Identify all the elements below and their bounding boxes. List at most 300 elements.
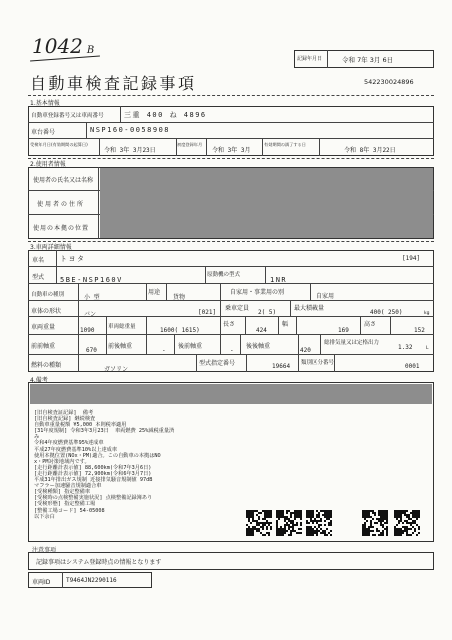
qr-module: [284, 526, 286, 528]
qr-module: [282, 510, 284, 512]
qr-module: [372, 534, 374, 536]
qr-module: [278, 514, 280, 516]
rule: [262, 138, 263, 156]
first-registration-label: 初度登録年月: [177, 142, 203, 147]
qr-module: [328, 522, 330, 524]
qr-module: [400, 510, 402, 512]
rear-rear-axle-value: 420: [300, 347, 311, 354]
vin-label: 車台番号: [31, 129, 56, 136]
qr-module: [400, 532, 402, 534]
qr-module: [398, 512, 400, 514]
qr-module: [320, 520, 322, 522]
qr-module: [280, 514, 282, 516]
rule: [246, 354, 247, 372]
qr-module: [298, 514, 300, 516]
qr-module: [278, 528, 280, 530]
qr-module: [308, 528, 310, 530]
rule: [176, 138, 177, 156]
qr-module: [330, 520, 332, 522]
qr-module: [280, 532, 282, 534]
qr-module: [288, 520, 290, 522]
qr-module: [312, 530, 314, 532]
qr-module: [270, 510, 272, 512]
qr-module: [278, 518, 280, 520]
doc-number: 542230024896: [364, 78, 414, 86]
qr-module: [376, 522, 378, 524]
qr-module: [364, 526, 366, 528]
qr-module: [276, 524, 278, 526]
qr-module: [382, 534, 384, 536]
qr-module: [416, 514, 418, 516]
qr-module: [366, 534, 368, 536]
qr-module: [294, 524, 296, 526]
qr-module: [414, 516, 416, 518]
vehicle-id-label: 車両ID: [32, 579, 51, 586]
qr-module: [382, 512, 384, 514]
qr-module: [316, 532, 318, 534]
qr-module: [290, 534, 292, 536]
rule: [298, 354, 299, 372]
qr-module: [316, 516, 318, 518]
qr-module: [396, 530, 398, 532]
qr-module: [364, 530, 366, 532]
qr-module: [368, 530, 370, 532]
use-label: 用途: [148, 289, 161, 296]
qr-module: [396, 528, 398, 530]
qr-module: [380, 534, 382, 536]
qr-module: [410, 512, 412, 514]
qr-module: [316, 514, 318, 516]
gross-weight-value: 1600( 1615): [160, 327, 200, 334]
qr-module: [366, 528, 368, 530]
page-title: 自動車検査記録事項: [30, 74, 197, 93]
qr-module: [418, 532, 420, 534]
rule: [78, 300, 79, 316]
width-label: 幅: [282, 321, 289, 328]
qr-module: [256, 530, 258, 532]
qr-module: [324, 520, 326, 522]
qr-module: [250, 514, 252, 516]
qr-module: [376, 518, 378, 520]
qr-module: [310, 528, 312, 530]
qr-module: [374, 522, 376, 524]
qr-module: [276, 520, 278, 522]
qr-module: [382, 520, 384, 522]
qr-module: [372, 526, 374, 528]
qr-module: [364, 528, 366, 530]
qr-module: [248, 514, 250, 516]
qr-module: [418, 510, 420, 512]
qr-module: [318, 530, 320, 532]
qr-module: [382, 518, 384, 520]
qr-module: [396, 518, 398, 520]
qr-module: [330, 510, 332, 512]
qr-module: [258, 516, 260, 518]
record-date-label: 記録年月日: [297, 56, 323, 62]
qr-module: [414, 520, 416, 522]
qr-module: [416, 512, 418, 514]
qr-module: [250, 512, 252, 514]
qr-module: [248, 530, 250, 532]
qr-module: [270, 528, 272, 530]
qr-module: [368, 534, 370, 536]
qr-module: [382, 510, 384, 512]
user-address-label: 使用者の住所: [37, 201, 86, 208]
qr-module: [318, 524, 320, 526]
qr-module: [296, 516, 298, 518]
qr-module: [408, 516, 410, 518]
qr-module: [414, 510, 416, 512]
qr-module: [378, 514, 380, 516]
qr-module: [372, 530, 374, 532]
qr-module: [380, 520, 382, 522]
qr-module: [256, 510, 258, 512]
qr-module: [246, 530, 248, 532]
rule: [334, 354, 335, 372]
qr-module: [368, 526, 370, 528]
qr-module: [310, 532, 312, 534]
qr-module: [396, 514, 398, 516]
qr-module: [276, 528, 278, 530]
qr-module: [328, 518, 330, 520]
qr-module: [322, 530, 324, 532]
qr-module: [266, 522, 268, 524]
qr-module: [306, 510, 308, 512]
qr-module: [258, 530, 260, 532]
qr-module: [300, 514, 302, 516]
qr-module: [312, 528, 314, 530]
qr-module: [254, 528, 256, 530]
qr-module: [298, 512, 300, 514]
qr-module: [284, 518, 286, 520]
qr-module: [262, 526, 264, 528]
capacity-value: 2( 5): [258, 309, 277, 316]
rule: [28, 334, 434, 335]
qr-module: [268, 532, 270, 534]
qr-module: [246, 534, 248, 536]
qr-module: [256, 522, 258, 524]
qr-module: [250, 516, 252, 518]
vin-value: NSP160-0058908: [90, 126, 171, 134]
qr-module: [306, 534, 308, 536]
qr-module: [362, 512, 364, 514]
reception-label: 受検年月日(有効期間の起算日): [30, 142, 88, 147]
section-remarks: 4.備考: [30, 377, 48, 384]
qr-module: [278, 534, 280, 536]
rule: [220, 334, 221, 354]
qr-module: [262, 524, 264, 526]
qr-module: [258, 522, 260, 524]
rule: [240, 334, 241, 354]
qr-module: [406, 522, 408, 524]
qr-module: [312, 516, 314, 518]
qr-module: [366, 514, 368, 516]
rule: [390, 316, 391, 334]
rule: [28, 266, 434, 267]
qr-module: [262, 534, 264, 536]
rule: [278, 316, 279, 334]
rule: [78, 316, 79, 334]
qr-module: [320, 528, 322, 530]
qr-module: [322, 532, 324, 534]
qr-module: [380, 518, 382, 520]
qr-module: [402, 526, 404, 528]
qr-module: [404, 514, 406, 516]
qr-module: [366, 530, 368, 532]
qr-module: [374, 514, 376, 516]
qr-module: [382, 530, 384, 532]
qr-module: [300, 528, 302, 530]
qr-module: [324, 530, 326, 532]
qr-module: [386, 520, 388, 522]
qr-module: [328, 512, 330, 514]
qr-module: [298, 516, 300, 518]
qr-module: [326, 516, 328, 518]
qr-module: [262, 518, 264, 520]
qr-module: [282, 516, 284, 518]
qr-module: [246, 512, 248, 514]
unit-liter: L: [426, 346, 429, 351]
qr-module: [306, 516, 308, 518]
qr-module: [264, 524, 266, 526]
qr-module: [288, 534, 290, 536]
qr-module: [324, 514, 326, 516]
qr-module: [270, 516, 272, 518]
qr-module: [362, 532, 364, 534]
model-value: 5BE-NSP160V: [60, 276, 123, 284]
displacement-label: 総排気量又は定格出力: [324, 340, 380, 346]
qr-module: [276, 526, 278, 528]
qr-module: [248, 528, 250, 530]
qr-module: [364, 518, 366, 520]
qr-module: [294, 518, 296, 520]
qr-module: [310, 516, 312, 518]
qr-module: [306, 528, 308, 530]
qr-module: [270, 522, 272, 524]
qr-module: [252, 528, 254, 530]
qr-module: [290, 516, 292, 518]
qr-module: [398, 510, 400, 512]
qr-module: [296, 532, 298, 534]
kind-label: 自動車の種別: [31, 292, 65, 298]
qr-code-2: [276, 510, 302, 536]
qr-module: [290, 530, 292, 532]
qr-module: [318, 514, 320, 516]
qr-module: [326, 518, 328, 520]
qr-module: [402, 522, 404, 524]
qr-module: [262, 528, 264, 530]
qr-module: [414, 528, 416, 530]
qr-module: [324, 512, 326, 514]
qr-module: [314, 530, 316, 532]
qr-module: [260, 526, 262, 528]
qr-module: [400, 512, 402, 514]
qr-module: [290, 520, 292, 522]
qr-module: [246, 524, 248, 526]
qr-module: [264, 510, 266, 512]
qr-module: [260, 522, 262, 524]
qr-module: [408, 518, 410, 520]
fuel-label: 燃料の種類: [31, 362, 62, 369]
qr-module: [292, 522, 294, 524]
qr-module: [412, 526, 414, 528]
rule: [220, 316, 221, 334]
qr-module: [330, 534, 332, 536]
qr-code-1: [246, 510, 272, 536]
rule: [174, 334, 175, 354]
business-label: 自家用・事業用の別: [230, 289, 285, 296]
rear-front-axle-label: 後前軸重: [178, 343, 203, 350]
qr-module: [326, 514, 328, 516]
qr-module: [278, 532, 280, 534]
qr-module: [324, 532, 326, 534]
qr-module: [254, 510, 256, 512]
qr-module: [256, 514, 258, 516]
qr-module: [252, 514, 254, 516]
engine-value: 1NR: [270, 276, 288, 284]
first-registration-value: 令和 3年 3月: [212, 147, 251, 154]
qr-module: [256, 524, 258, 526]
rule: [360, 316, 361, 334]
qr-module: [396, 534, 398, 536]
qr-module: [416, 534, 418, 536]
qr-module: [300, 532, 302, 534]
qr-module: [396, 532, 398, 534]
qr-module: [288, 526, 290, 528]
base-location-label: 使用の本拠の位置: [33, 225, 90, 232]
qr-module: [306, 512, 308, 514]
qr-module: [418, 516, 420, 518]
qr-module: [316, 530, 318, 532]
qr-module: [396, 524, 398, 526]
qr-module: [260, 512, 262, 514]
qr-module: [404, 526, 406, 528]
qr-module: [286, 522, 288, 524]
qr-module: [286, 518, 288, 520]
qr-module: [362, 524, 364, 526]
gross-weight-label: 車両総重量: [108, 324, 136, 330]
reception-value: 令和 3年 3月23日: [104, 147, 156, 154]
qr-module: [412, 532, 414, 534]
rule: [28, 241, 434, 242]
qr-module: [380, 532, 382, 534]
qr-module: [400, 514, 402, 516]
qr-module: [398, 514, 400, 516]
rule: [205, 266, 206, 283]
qr-module: [248, 520, 250, 522]
qr-module: [408, 528, 410, 530]
qr-module: [382, 514, 384, 516]
qr-module: [386, 518, 388, 520]
qr-module: [286, 512, 288, 514]
qr-module: [328, 510, 330, 512]
qr-module: [298, 510, 300, 512]
expiry-label: 有効期間の満了する日: [264, 142, 306, 147]
qr-module: [280, 512, 282, 514]
qr-module: [308, 526, 310, 528]
qr-module: [362, 534, 364, 536]
qr-module: [364, 512, 366, 514]
rule: [206, 138, 207, 156]
qr-module: [260, 532, 262, 534]
qr-module: [386, 530, 388, 532]
qr-module: [380, 510, 382, 512]
qr-module: [402, 512, 404, 514]
qr-module: [406, 530, 408, 532]
qr-module: [410, 534, 412, 536]
qr-module: [280, 516, 282, 518]
rule: [265, 266, 266, 283]
qr-module: [406, 516, 408, 518]
qr-module: [286, 510, 288, 512]
qr-module: [362, 528, 364, 530]
qr-module: [246, 528, 248, 530]
qr-module: [386, 528, 388, 530]
qr-module: [414, 514, 416, 516]
qr-module: [268, 510, 270, 512]
qr-module: [306, 532, 308, 534]
qr-module: [412, 522, 414, 524]
qr-module: [248, 512, 250, 514]
qr-module: [280, 526, 282, 528]
qr-module: [278, 512, 280, 514]
qr-module: [306, 514, 308, 516]
qr-module: [288, 528, 290, 530]
qr-module: [284, 530, 286, 532]
rule: [106, 316, 107, 334]
qr-module: [408, 514, 410, 516]
qr-module: [398, 520, 400, 522]
qr-module: [252, 534, 254, 536]
record-date-value: 令和 7年 3月 6日: [342, 56, 394, 64]
qr-module: [374, 534, 376, 536]
front-front-axle-value: 670: [86, 347, 97, 354]
section-vehicle: 3.車両詳細情報: [30, 244, 72, 251]
qr-module: [384, 518, 386, 520]
qr-module: [290, 526, 292, 528]
rule: [56, 250, 57, 266]
rule: [196, 354, 197, 372]
rule: [78, 334, 79, 354]
qr-module: [386, 510, 388, 512]
qr-module: [278, 510, 280, 512]
qr-module: [248, 516, 250, 518]
qr-module: [270, 512, 272, 514]
qr-module: [276, 512, 278, 514]
qr-module: [276, 516, 278, 518]
qr-module: [324, 516, 326, 518]
qr-module: [310, 510, 312, 512]
qr-module: [264, 518, 266, 520]
qr-module: [386, 532, 388, 534]
maker-code: [194]: [402, 255, 421, 262]
qr-module: [288, 518, 290, 520]
qr-module: [294, 512, 296, 514]
height-value: 152: [414, 327, 425, 334]
qr-module: [376, 530, 378, 532]
qr-module: [408, 522, 410, 524]
unit-kg: kg: [424, 311, 430, 316]
qr-module: [406, 534, 408, 536]
qr-module: [406, 532, 408, 534]
qr-module: [364, 510, 366, 512]
qr-module: [396, 510, 398, 512]
qr-module: [364, 532, 366, 534]
maker-value: トヨタ: [60, 255, 86, 263]
qr-module: [400, 534, 402, 536]
qr-module: [282, 530, 284, 532]
qr-module: [252, 518, 254, 520]
